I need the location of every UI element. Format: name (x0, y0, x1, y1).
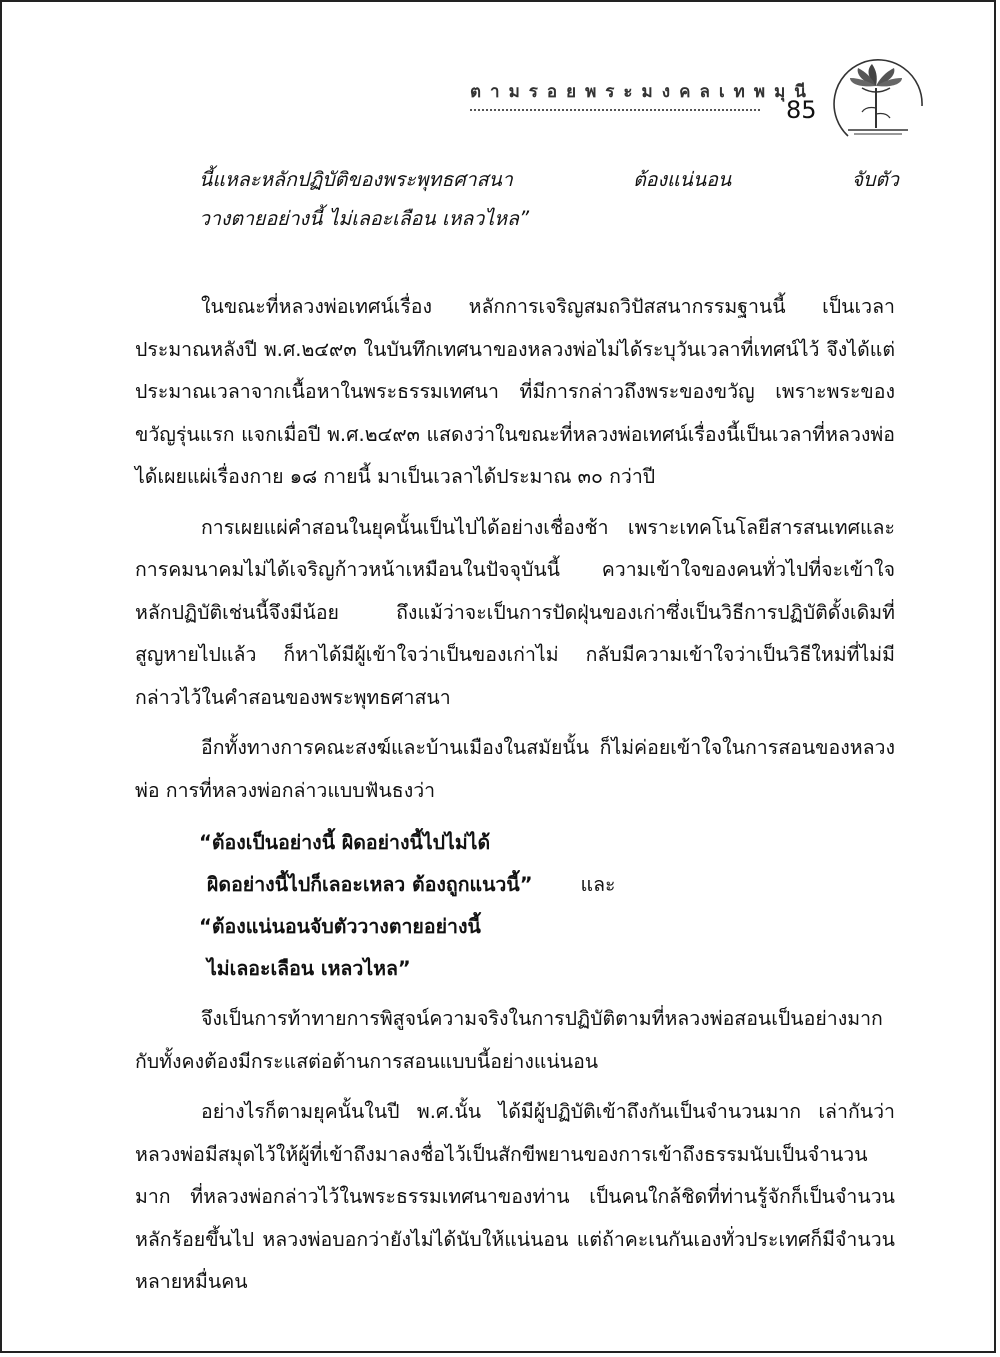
lotus-logo-icon (826, 56, 926, 140)
quote-1-line-1: “ต้องเป็นอย่างนี้ ผิดอย่างนี้ไปไม่ได้ (199, 831, 491, 854)
opening-quote-line-1: นี้แหละหลักปฏิบัติของพระพุทธศาสนา ต้องแน่นอน จับตัว (199, 168, 899, 191)
page-body (135, 160, 899, 1304)
opening-quote-line-2: วางตายอย่างนี้ ไม่เลอะเลือน เหลวไหล” (199, 207, 530, 230)
paragraph-3: อีกทั้งทางการคณะสงฆ์และบ้านเมืองในสมัยนั้น ก็ไม่ค่อยเข้าใจในการสอนของหลวงพ่อ การที่หลวงพ่อกล่าวแบบฟันธงว่า (135, 736, 895, 802)
paragraph-1: ในขณะที่หลวงพ่อเทศน์เรื่อง หลักการเจริญสมถวิปัสสนากรรมฐานนี้ เป็นเวลาประมาณหลังปี พ.ศ.๒๔๙๓ ในบันทึกเทศนาของหลวงพ่อไม่ได้ระบุวันเวลาที่เทศน์ไว้ จึงได้แต่ประมาณเวลาจากเนื้อหาในพระธรรมเทศนา ที่มีการกล่าวถึงพระของขวัญ เพราะพระของขวัญรุ่นแรก แจกเมื่อปี พ.ศ.๒๔๙๓ แสดงว่าในขณะที่หลวงพ่อเทศน์เรื่องนี้เป็นเวลาที่หลวงพ่อได้เผยแผ่เรื่องกาย ๑๘ กายนี้ มาเป็นเวลาได้ประมาณ ๓๐ กว่าปี (135, 295, 895, 488)
header-dotted-rule (470, 107, 760, 111)
paragraph-4: จึงเป็นการท้าทายการพิสูจน์ความจริงในการปฏิบัติตามที่หลวงพ่อสอนเป็นอย่างมาก กับทั้งคงต้องมีกระแสต่อต้านการสอนแบบนี้อย่างแน่นอน (135, 1007, 883, 1073)
quote-1-line-2 (199, 864, 895, 906)
paragraph-2: การเผยแผ่คำสอนในยุคนั้นเป็นไปได้อย่างเชื่องช้า เพราะเทคโนโลยีสารสนเทศและการคมนาคมไม่ได้เจริญก้าวหน้าเหมือนในปัจจุบันนี้ ความเข้าใจของคนทั่วไปที่จะเข้าใจหลักปฏิบัติเช่นนี้จึงมีน้อย ถึงแม้ว่าจะเป็นการปัดฝุ่นของเก่าซึ่งเป็นวิธีการปฏิบัติดั้งเดิมที่สูญหายไปแล้ว ก็หาได้มีผู้เข้าใจว่าเป็นของเก่าไม่ กลับมีความเข้าใจว่าเป็นวิธีใหม่ที่ไม่มีกล่าวไว้ในคำสอนของพระพุทธศาสนา (135, 515, 895, 709)
quote-2-line-2: ไม่เลอะเลือน เหลวไหล” (207, 957, 411, 980)
quote-2-line-1: “ต้องแน่นอนจับตัววางตายอย่างนี้ (199, 915, 481, 938)
paragraph-5: อย่างไรก็ตามยุคนั้นในปี พ.ศ.นั้น ได้มีผู้ปฏิบัติเข้าถึงกันเป็นจำนวนมาก เล่ากันว่าหลวงพ่อมีสมุดไว้ให้ผู้ที่เข้าถึงมาลงชื่อไว้เป็นสักขีพยานของการเข้าถึงธรรมนับเป็นจำนวนมาก ที่หลวงพ่อกล่าวไว้ในพระธรรมเทศนาของท่าน เป็นคนใกล้ชิดที่ท่านรู้จักก็เป็นจำนวนหลักร้อยขึ้นไป หลวงพ่อบอกว่ายังไม่ได้นับให้แน่นอน แต่ถ้าคะเนกันเองทั่วประเทศก็มีจำนวนหลายหมื่นคน (135, 1100, 895, 1293)
quote-1-line-2-text: ผิดอย่างนี้ไปก็เลอะเหลว ต้องถูกแนวนี้” (207, 873, 533, 896)
quote-connector: และ (580, 873, 616, 896)
bold-quote-block (199, 822, 895, 990)
running-title: ตามรอยพระมงคลเทพมุนี (470, 82, 815, 102)
page-number: 85 (786, 96, 817, 124)
